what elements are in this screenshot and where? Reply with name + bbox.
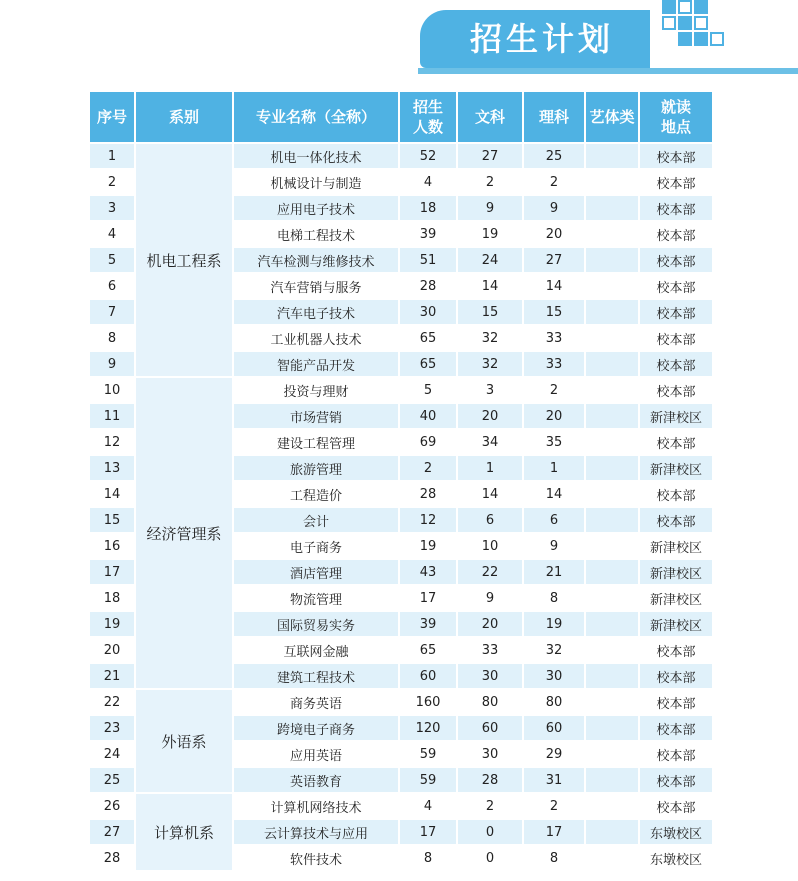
major-name-cell: 机电一体化技术 <box>233 143 399 169</box>
art-count-cell <box>585 793 639 819</box>
decorative-squares <box>640 0 732 58</box>
campus-cell: 校本部 <box>639 429 713 455</box>
major-name-cell: 汽车检测与维修技术 <box>233 247 399 273</box>
liberal-count-cell: 15 <box>457 299 523 325</box>
campus-cell: 新津校区 <box>639 455 713 481</box>
art-count-cell <box>585 143 639 169</box>
total-count-cell: 19 <box>399 533 457 559</box>
total-count-cell: 30 <box>399 299 457 325</box>
science-count-cell: 35 <box>523 429 585 455</box>
table-row <box>89 793 713 819</box>
liberal-count-cell: 0 <box>457 845 523 871</box>
campus-cell: 新津校区 <box>639 533 713 559</box>
total-count-cell: 4 <box>399 793 457 819</box>
row-index-cell: 18 <box>89 585 135 611</box>
liberal-count-cell: 10 <box>457 533 523 559</box>
science-count-cell: 60 <box>523 715 585 741</box>
total-count-cell: 39 <box>399 221 457 247</box>
header-total-line2: 人数 <box>412 118 443 136</box>
header-total <box>399 91 457 143</box>
art-count-cell <box>585 845 639 871</box>
major-name-cell: 机械设计与制造 <box>233 169 399 195</box>
total-count-cell: 2 <box>399 455 457 481</box>
row-index-cell: 17 <box>89 559 135 585</box>
table-row <box>89 377 713 403</box>
row-index-cell: 27 <box>89 819 135 845</box>
art-count-cell <box>585 325 639 351</box>
art-count-cell <box>585 819 639 845</box>
art-count-cell <box>585 481 639 507</box>
row-index-cell: 3 <box>89 195 135 221</box>
header-campus <box>639 91 713 143</box>
liberal-count-cell: 0 <box>457 819 523 845</box>
science-count-cell: 20 <box>523 221 585 247</box>
liberal-count-cell: 20 <box>457 611 523 637</box>
liberal-count-cell: 14 <box>457 273 523 299</box>
art-count-cell <box>585 221 639 247</box>
table-header-row <box>89 91 713 143</box>
department-cell: 经济管理系 <box>135 377 233 689</box>
campus-cell: 校本部 <box>639 273 713 299</box>
row-index-cell: 26 <box>89 793 135 819</box>
enrollment-plan-table <box>88 90 714 872</box>
table-row <box>89 689 713 715</box>
header-index: 序号 <box>89 91 135 143</box>
campus-cell: 校本部 <box>639 351 713 377</box>
campus-cell: 校本部 <box>639 663 713 689</box>
liberal-count-cell: 2 <box>457 169 523 195</box>
major-name-cell: 跨境电子商务 <box>233 715 399 741</box>
row-index-cell: 19 <box>89 611 135 637</box>
header-liberal: 文科 <box>457 91 523 143</box>
liberal-count-cell: 30 <box>457 741 523 767</box>
science-count-cell: 31 <box>523 767 585 793</box>
page-title: 招生计划 <box>470 20 615 58</box>
science-count-cell: 8 <box>523 845 585 871</box>
campus-cell: 新津校区 <box>639 611 713 637</box>
science-count-cell: 9 <box>523 533 585 559</box>
science-count-cell: 2 <box>523 169 585 195</box>
art-count-cell <box>585 403 639 429</box>
major-name-cell: 电梯工程技术 <box>233 221 399 247</box>
science-count-cell: 27 <box>523 247 585 273</box>
header-major: 专业名称（全称） <box>233 91 399 143</box>
liberal-count-cell: 22 <box>457 559 523 585</box>
major-name-cell: 智能产品开发 <box>233 351 399 377</box>
art-count-cell <box>585 247 639 273</box>
major-name-cell: 英语教育 <box>233 767 399 793</box>
total-count-cell: 69 <box>399 429 457 455</box>
department-cell: 机电工程系 <box>135 143 233 377</box>
header-campus-line1: 就读 <box>660 98 691 116</box>
art-count-cell <box>585 663 639 689</box>
campus-cell: 校本部 <box>639 741 713 767</box>
total-count-cell: 43 <box>399 559 457 585</box>
art-count-cell <box>585 637 639 663</box>
campus-cell: 校本部 <box>639 247 713 273</box>
total-count-cell: 17 <box>399 819 457 845</box>
major-name-cell: 商务英语 <box>233 689 399 715</box>
total-count-cell: 12 <box>399 507 457 533</box>
campus-cell: 新津校区 <box>639 403 713 429</box>
major-name-cell: 云计算技术与应用 <box>233 819 399 845</box>
art-count-cell <box>585 741 639 767</box>
art-count-cell <box>585 507 639 533</box>
total-count-cell: 120 <box>399 715 457 741</box>
science-count-cell: 25 <box>523 143 585 169</box>
header-campus-line2: 地点 <box>660 118 691 136</box>
major-name-cell: 互联网金融 <box>233 637 399 663</box>
total-count-cell: 65 <box>399 351 457 377</box>
row-index-cell: 28 <box>89 845 135 871</box>
total-count-cell: 59 <box>399 767 457 793</box>
liberal-count-cell: 27 <box>457 143 523 169</box>
liberal-count-cell: 14 <box>457 481 523 507</box>
row-index-cell: 1 <box>89 143 135 169</box>
major-name-cell: 应用电子技术 <box>233 195 399 221</box>
campus-cell: 校本部 <box>639 507 713 533</box>
liberal-count-cell: 24 <box>457 247 523 273</box>
science-count-cell: 17 <box>523 819 585 845</box>
campus-cell: 校本部 <box>639 793 713 819</box>
major-name-cell: 计算机网络技术 <box>233 793 399 819</box>
art-count-cell <box>585 559 639 585</box>
campus-cell: 校本部 <box>639 195 713 221</box>
liberal-count-cell: 9 <box>457 585 523 611</box>
science-count-cell: 8 <box>523 585 585 611</box>
row-index-cell: 4 <box>89 221 135 247</box>
art-count-cell <box>585 273 639 299</box>
header-art: 艺体类 <box>585 91 639 143</box>
total-count-cell: 28 <box>399 273 457 299</box>
science-count-cell: 2 <box>523 793 585 819</box>
science-count-cell: 80 <box>523 689 585 715</box>
major-name-cell: 旅游管理 <box>233 455 399 481</box>
total-count-cell: 160 <box>399 689 457 715</box>
campus-cell: 校本部 <box>639 169 713 195</box>
row-index-cell: 25 <box>89 767 135 793</box>
row-index-cell: 22 <box>89 689 135 715</box>
major-name-cell: 会计 <box>233 507 399 533</box>
liberal-count-cell: 33 <box>457 637 523 663</box>
total-count-cell: 59 <box>399 741 457 767</box>
art-count-cell <box>585 351 639 377</box>
liberal-count-cell: 20 <box>457 403 523 429</box>
campus-cell: 校本部 <box>639 377 713 403</box>
campus-cell: 校本部 <box>639 221 713 247</box>
science-count-cell: 6 <box>523 507 585 533</box>
liberal-count-cell: 60 <box>457 715 523 741</box>
art-count-cell <box>585 585 639 611</box>
major-name-cell: 工程造价 <box>233 481 399 507</box>
liberal-count-cell: 1 <box>457 455 523 481</box>
liberal-count-cell: 34 <box>457 429 523 455</box>
total-count-cell: 65 <box>399 637 457 663</box>
campus-cell: 校本部 <box>639 143 713 169</box>
campus-cell: 东墩校区 <box>639 819 713 845</box>
total-count-cell: 28 <box>399 481 457 507</box>
major-name-cell: 汽车营销与服务 <box>233 273 399 299</box>
major-name-cell: 建筑工程技术 <box>233 663 399 689</box>
row-index-cell: 12 <box>89 429 135 455</box>
campus-cell: 校本部 <box>639 689 713 715</box>
major-name-cell: 软件技术 <box>233 845 399 871</box>
science-count-cell: 21 <box>523 559 585 585</box>
campus-cell: 东墩校区 <box>639 845 713 871</box>
header-total-line1: 招生 <box>412 98 443 116</box>
campus-cell: 新津校区 <box>639 559 713 585</box>
header-department: 系别 <box>135 91 233 143</box>
art-count-cell <box>585 715 639 741</box>
department-cell: 计算机系 <box>135 793 233 871</box>
liberal-count-cell: 9 <box>457 195 523 221</box>
major-name-cell: 汽车电子技术 <box>233 299 399 325</box>
row-index-cell: 14 <box>89 481 135 507</box>
total-count-cell: 18 <box>399 195 457 221</box>
total-count-cell: 4 <box>399 169 457 195</box>
science-count-cell: 1 <box>523 455 585 481</box>
row-index-cell: 9 <box>89 351 135 377</box>
row-index-cell: 10 <box>89 377 135 403</box>
header-science: 理科 <box>523 91 585 143</box>
liberal-count-cell: 28 <box>457 767 523 793</box>
science-count-cell: 19 <box>523 611 585 637</box>
row-index-cell: 5 <box>89 247 135 273</box>
science-count-cell: 2 <box>523 377 585 403</box>
art-count-cell <box>585 377 639 403</box>
total-count-cell: 8 <box>399 845 457 871</box>
major-name-cell: 工业机器人技术 <box>233 325 399 351</box>
science-count-cell: 33 <box>523 351 585 377</box>
row-index-cell: 16 <box>89 533 135 559</box>
major-name-cell: 建设工程管理 <box>233 429 399 455</box>
row-index-cell: 13 <box>89 455 135 481</box>
row-index-cell: 2 <box>89 169 135 195</box>
liberal-count-cell: 30 <box>457 663 523 689</box>
art-count-cell <box>585 455 639 481</box>
science-count-cell: 30 <box>523 663 585 689</box>
liberal-count-cell: 2 <box>457 793 523 819</box>
liberal-count-cell: 32 <box>457 325 523 351</box>
art-count-cell <box>585 767 639 793</box>
major-name-cell: 市场营销 <box>233 403 399 429</box>
science-count-cell: 15 <box>523 299 585 325</box>
science-count-cell: 14 <box>523 273 585 299</box>
major-name-cell: 电子商务 <box>233 533 399 559</box>
total-count-cell: 51 <box>399 247 457 273</box>
total-count-cell: 39 <box>399 611 457 637</box>
art-count-cell <box>585 611 639 637</box>
campus-cell: 校本部 <box>639 481 713 507</box>
table-row <box>89 143 713 169</box>
campus-cell: 校本部 <box>639 325 713 351</box>
major-name-cell: 国际贸易实务 <box>233 611 399 637</box>
row-index-cell: 24 <box>89 741 135 767</box>
major-name-cell: 物流管理 <box>233 585 399 611</box>
liberal-count-cell: 6 <box>457 507 523 533</box>
row-index-cell: 23 <box>89 715 135 741</box>
total-count-cell: 65 <box>399 325 457 351</box>
campus-cell: 校本部 <box>639 299 713 325</box>
major-name-cell: 应用英语 <box>233 741 399 767</box>
science-count-cell: 9 <box>523 195 585 221</box>
major-name-cell: 酒店管理 <box>233 559 399 585</box>
liberal-count-cell: 3 <box>457 377 523 403</box>
department-cell: 外语系 <box>135 689 233 793</box>
total-count-cell: 40 <box>399 403 457 429</box>
liberal-count-cell: 80 <box>457 689 523 715</box>
art-count-cell <box>585 299 639 325</box>
row-index-cell: 6 <box>89 273 135 299</box>
campus-cell: 校本部 <box>639 637 713 663</box>
science-count-cell: 32 <box>523 637 585 663</box>
science-count-cell: 33 <box>523 325 585 351</box>
campus-cell: 校本部 <box>639 767 713 793</box>
campus-cell: 校本部 <box>639 715 713 741</box>
liberal-count-cell: 32 <box>457 351 523 377</box>
liberal-count-cell: 19 <box>457 221 523 247</box>
science-count-cell: 14 <box>523 481 585 507</box>
row-index-cell: 7 <box>89 299 135 325</box>
science-count-cell: 29 <box>523 741 585 767</box>
row-index-cell: 20 <box>89 637 135 663</box>
campus-cell: 新津校区 <box>639 585 713 611</box>
art-count-cell <box>585 195 639 221</box>
art-count-cell <box>585 533 639 559</box>
total-count-cell: 52 <box>399 143 457 169</box>
table-body <box>89 143 713 871</box>
art-count-cell <box>585 429 639 455</box>
row-index-cell: 8 <box>89 325 135 351</box>
row-index-cell: 21 <box>89 663 135 689</box>
science-count-cell: 20 <box>523 403 585 429</box>
art-count-cell <box>585 169 639 195</box>
total-count-cell: 5 <box>399 377 457 403</box>
row-index-cell: 11 <box>89 403 135 429</box>
total-count-cell: 17 <box>399 585 457 611</box>
row-index-cell: 15 <box>89 507 135 533</box>
banner-underline <box>418 68 798 74</box>
total-count-cell: 60 <box>399 663 457 689</box>
major-name-cell: 投资与理财 <box>233 377 399 403</box>
art-count-cell <box>585 689 639 715</box>
